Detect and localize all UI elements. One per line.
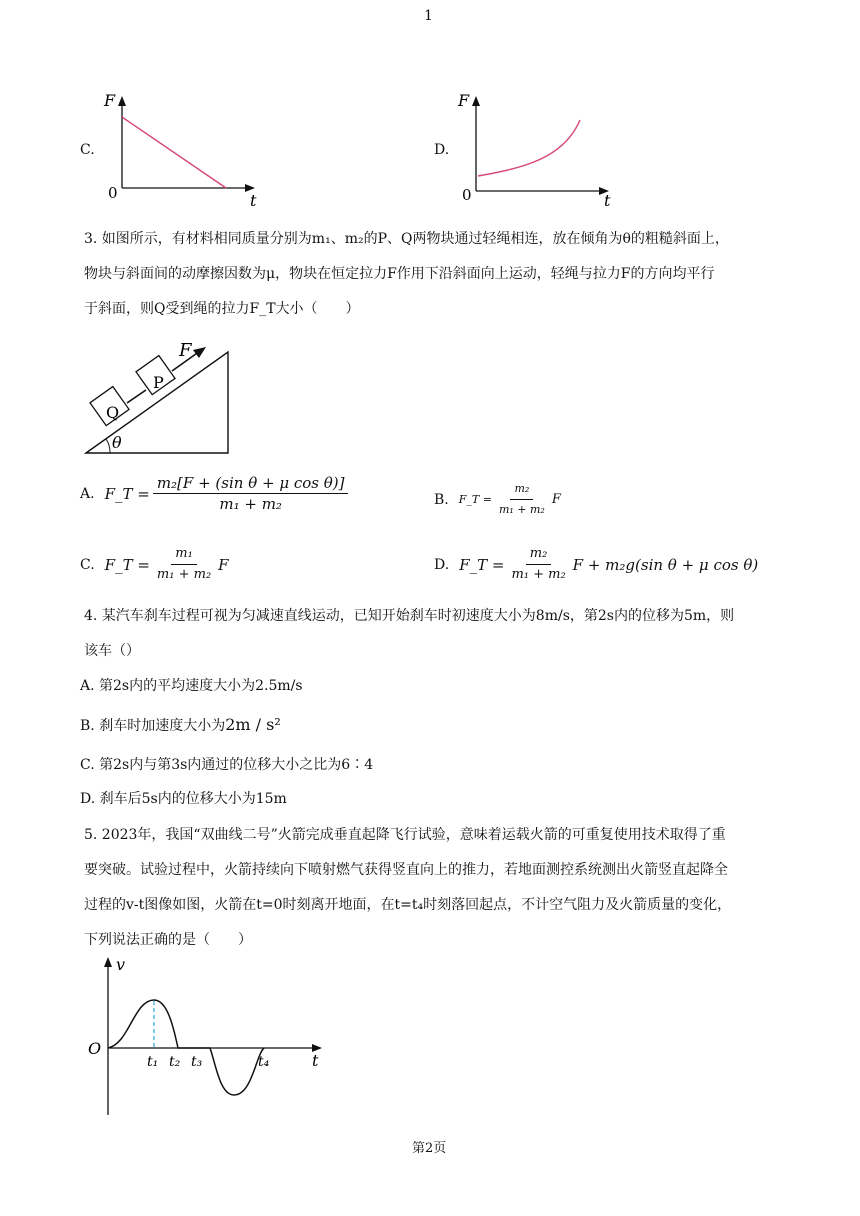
q3-option-b-numerator: m₂ bbox=[510, 480, 533, 500]
q3-option-b-lhs: F_T = bbox=[458, 493, 492, 506]
q3-option-c-label: C. bbox=[80, 556, 95, 573]
q4-option-b-text: B. 刹车时加速度大小为 bbox=[80, 718, 226, 734]
vt-x-label: t bbox=[312, 1051, 319, 1070]
q3-option-c-numerator: m₁ bbox=[171, 545, 197, 565]
q3-option-d-lhs: F_T = bbox=[459, 555, 505, 574]
q5-line-3: 过程的v-t图像如图，火箭在t=0时刻离开地面，在t=t₄时刻落回起点，不计空气阻力及火箭质量的变化， bbox=[84, 897, 732, 913]
graph-d-x-label: t bbox=[604, 191, 611, 210]
graph-d-origin: 0 bbox=[462, 186, 472, 204]
q5-line-2: 要突破。试验过程中，火箭持续向下喷射燃气获得竖直向上的推力，若地面测控系统测出火箭竖直起降全 bbox=[84, 862, 728, 878]
vt-t2-label: t₂ bbox=[169, 1054, 181, 1070]
q4-option-b-value: 2m / s² bbox=[225, 715, 281, 734]
q3-option-d-numerator: m₂ bbox=[526, 545, 552, 565]
q4-stem bbox=[84, 599, 784, 669]
vt-origin: O bbox=[88, 1039, 102, 1058]
angle-theta-label: θ bbox=[112, 433, 122, 452]
q3-option-c-lhs: F_T = bbox=[104, 555, 150, 574]
q2-option-c-label: C. bbox=[80, 142, 95, 158]
q3-option-d-tail: F + m₂g(sin θ + μ cos θ) bbox=[572, 555, 759, 574]
vt-t3-label: t₃ bbox=[191, 1054, 203, 1070]
q5-vt-graph bbox=[84, 950, 334, 1120]
q5-line-4: 下列说法正确的是（ ） bbox=[84, 932, 252, 948]
graph-d-y-label: F bbox=[458, 91, 470, 110]
graph-c-y-label: F bbox=[104, 91, 116, 110]
q3-option-a-denominator: m₁ + m₂ bbox=[219, 495, 282, 513]
q4-option-c: C. 第2s内与第3s内通过的位移大小之比为6∶4 bbox=[80, 757, 374, 773]
q3-line-2: 物块与斜面间的动摩擦因数为μ，物块在恒定拉力F作用下沿斜面向上运动，轻绳与拉力F的方向均平行 bbox=[84, 266, 715, 282]
q5-line-1: 5. 2023年，我国“双曲线二号”火箭完成垂直起降飞行试验，意味着运载火箭的可重复使用技术取得了重 bbox=[84, 827, 726, 843]
q2-graph-d bbox=[454, 88, 624, 210]
block-q-label: Q bbox=[106, 403, 120, 422]
vt-y-label: v bbox=[116, 955, 126, 974]
footer-page-label: 第2页 bbox=[412, 1141, 447, 1156]
q2-graph-c bbox=[100, 88, 270, 210]
q3-option-b-tail: F bbox=[551, 492, 561, 507]
q3-option-c-denominator: m₁ + m₂ bbox=[156, 567, 212, 582]
q3-line-1: 3. 如图所示，有材料相同质量分别为m₁、m₂的P、Q两物块通过轻绳相连，放在倾角为θ的粗糙斜面上， bbox=[84, 231, 729, 247]
force-f-label: F bbox=[179, 340, 192, 361]
block-p-label: P bbox=[153, 373, 164, 392]
q3-option-a-lhs: F_T = bbox=[104, 484, 150, 503]
q3-stem bbox=[84, 222, 784, 327]
q3-option-b-label: B. bbox=[434, 491, 449, 508]
graph-c-line bbox=[122, 117, 226, 188]
q3-option-d bbox=[434, 545, 758, 584]
q3-line-3: 于斜面，则Q受到绳的拉力F_T大小（ ） bbox=[84, 301, 360, 317]
q4-option-a: A. 第2s内的平均速度大小为2.5m/s bbox=[80, 678, 303, 694]
q3-option-b-denominator: m₁ + m₂ bbox=[498, 503, 545, 516]
q3-option-c bbox=[80, 545, 229, 584]
graph-d-curve bbox=[478, 120, 580, 176]
q2-option-d-label: D. bbox=[434, 142, 450, 158]
q4-line-1: 4. 某汽车刹车过程可视为匀减速直线运动，已知开始刹车时初速度大小为8m/s，第2s内的位移为5m，则 bbox=[84, 608, 735, 624]
q3-option-a-label: A. bbox=[80, 485, 95, 502]
graph-c-x-label: t bbox=[250, 191, 257, 210]
q3-option-b bbox=[434, 480, 561, 519]
q3-option-d-denominator: m₁ + m₂ bbox=[511, 567, 566, 582]
q3-option-c-tail: F bbox=[218, 555, 229, 574]
q4-line-2: 该车（） bbox=[84, 643, 140, 659]
page-number: 1 bbox=[424, 8, 433, 24]
vt-t4-label: t₄ bbox=[258, 1054, 270, 1070]
q4-option-b bbox=[80, 715, 281, 736]
q5-stem bbox=[84, 818, 784, 958]
q3-option-a-numerator: m₂[F + (sin θ + μ cos θ)] bbox=[153, 474, 349, 494]
q3-incline-figure bbox=[82, 334, 242, 458]
vt-t1-label: t₁ bbox=[147, 1054, 159, 1070]
q3-option-d-label: D. bbox=[434, 556, 450, 573]
q4-option-d: D. 刹车后5s内的位移大小为15m bbox=[80, 791, 287, 807]
graph-c-origin: 0 bbox=[108, 184, 118, 202]
q3-option-a bbox=[80, 474, 351, 513]
